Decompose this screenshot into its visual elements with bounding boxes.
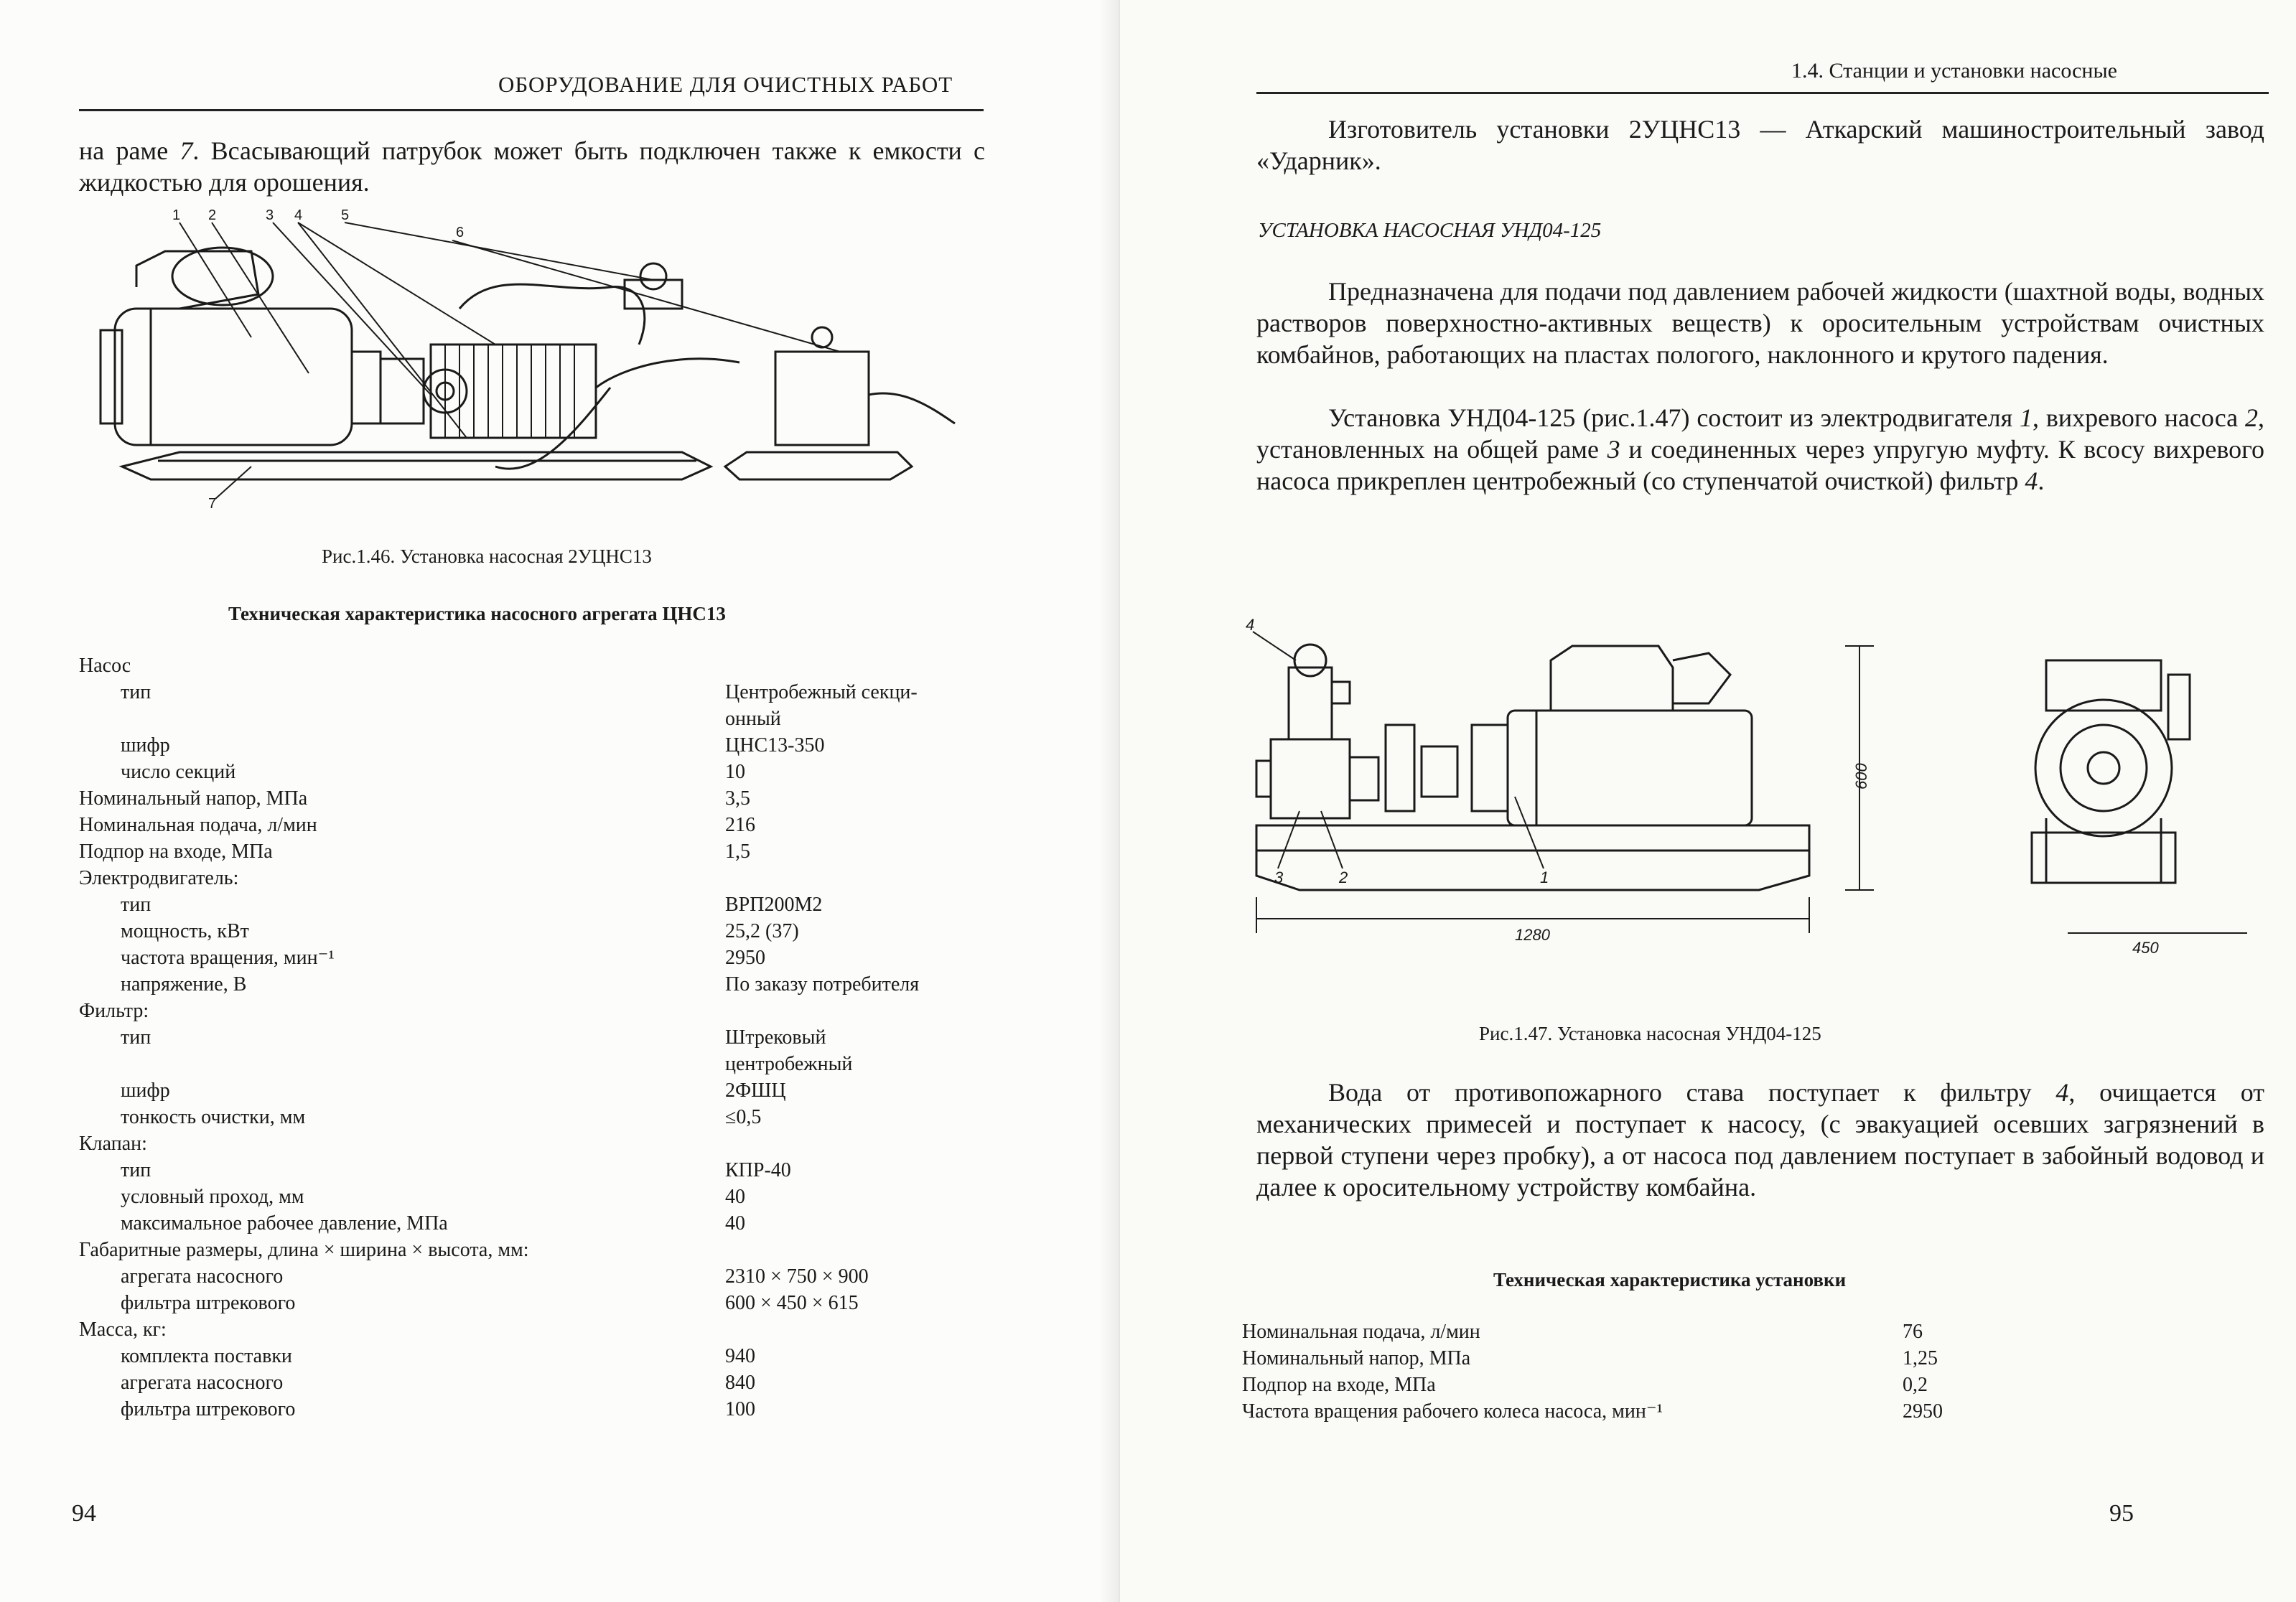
spec-left-row-label: Габаритные размеры, длина × ширина × высота, мм: bbox=[79, 1239, 529, 1261]
spec-table-title-right: Техническая характеристика установки bbox=[1493, 1269, 1847, 1290]
spec-left-row-value: 3,5 bbox=[725, 787, 750, 810]
electric-motor bbox=[1508, 711, 1752, 825]
spec-right-row-label: Частота вращения рабочего колеса насоса, мин⁻¹ bbox=[1242, 1400, 1663, 1423]
fig47-dim-length: 1280 bbox=[1515, 926, 1550, 944]
spec-left-row-label: Насос bbox=[79, 655, 131, 677]
motor-top-box bbox=[136, 251, 258, 309]
spec-left-row-value: 25,2 (37) bbox=[725, 920, 799, 942]
composition-ref-4: 4 bbox=[2025, 467, 2038, 495]
spec-left-row-value: Штрековый bbox=[725, 1026, 826, 1049]
figure-1-47-caption: Рис.1.47. Установка насосная УНД04-125 bbox=[1479, 1023, 1821, 1044]
purpose-paragraph bbox=[1256, 276, 2264, 370]
fig46-label-5: 5 bbox=[341, 207, 350, 223]
spec-right-row-label: Номинальный напор, МПа bbox=[1242, 1347, 1471, 1369]
spec-left-row-label: мощность, кВт bbox=[121, 920, 249, 942]
spec-left-row-value: 40 bbox=[725, 1186, 745, 1208]
spec-left-row-value: 2ФШЦ bbox=[725, 1079, 786, 1102]
flow-ref-4: 4 bbox=[2055, 1078, 2069, 1107]
skid-frame bbox=[122, 452, 711, 479]
fig46-label-4: 4 bbox=[294, 207, 303, 223]
composition-text-c: , установленных на общей раме bbox=[1256, 403, 2264, 464]
fig47-label-3: 3 bbox=[1274, 868, 1284, 886]
spec-right-row-label: Подпор на входе, МПа bbox=[1242, 1374, 1436, 1396]
spec-left-row-label: тип bbox=[121, 1026, 151, 1049]
spec-left-row-value: 600 × 450 × 615 bbox=[725, 1292, 859, 1314]
spec-left-row-value: онный bbox=[725, 708, 781, 730]
composition-ref-3: 3 bbox=[1607, 435, 1620, 464]
composition-text-d: и соединенных через упругую муфту. К всосу вихревого насоса прикреплен центробежный (со ступенчатой очисткой) фильтр bbox=[1256, 435, 2264, 495]
hose-to-filter bbox=[596, 359, 739, 388]
page-number-right: 95 bbox=[2109, 1500, 2134, 1527]
left-page bbox=[0, 0, 1120, 1602]
intro-text-c: . Всасывающий патрубок может быть подключен также к емкости с жидкостью для орошения. bbox=[79, 136, 985, 197]
spec-left-row-label: Клапан: bbox=[79, 1133, 147, 1155]
spec-table-left bbox=[79, 653, 976, 1428]
spec-left-row-value: ВРП200М2 bbox=[725, 894, 823, 916]
spec-table-title-left: Техническая характеристика насосного агрегата ЦНС13 bbox=[228, 603, 726, 624]
spec-left-row-label: тип bbox=[121, 1159, 151, 1181]
composition-text-b: , вихревого насоса bbox=[2033, 403, 2245, 432]
spec-left-row-value: ЦНС13-350 bbox=[725, 734, 825, 756]
running-head-left: ОБОРУДОВАНИЕ ДЛЯ ОЧИСТНЫХ РАБОТ bbox=[498, 72, 953, 97]
motor-terminal-box bbox=[1551, 646, 1673, 711]
fig46-label-1: 1 bbox=[172, 207, 181, 223]
spec-left-row-label: Электродвигатель: bbox=[79, 867, 239, 889]
spec-left-row-label: число секций bbox=[121, 761, 236, 783]
composition-text-e: . bbox=[2038, 467, 2045, 495]
composition-paragraph bbox=[1256, 402, 2264, 497]
header-rule-right bbox=[1256, 92, 2269, 94]
fig46-label-6: 6 bbox=[456, 225, 465, 240]
spec-left-row-label: напряжение, В bbox=[121, 973, 247, 996]
spec-left-row-label: комплекта поставки bbox=[121, 1345, 292, 1367]
spec-right-row-value: 2950 bbox=[1903, 1400, 1943, 1423]
spec-left-row-value: 2950 bbox=[725, 947, 765, 969]
figure-1-47-drawing bbox=[1242, 581, 2276, 955]
fig47-label-4: 4 bbox=[1246, 616, 1255, 634]
intro-text-a: на раме bbox=[79, 136, 180, 165]
section-title: УСТАНОВКА НАСОСНАЯ УНД04-125 bbox=[1258, 219, 1602, 242]
spec-left-row-value: 100 bbox=[725, 1398, 755, 1420]
spec-left-row-label: Номинальная подача, л/мин bbox=[79, 814, 317, 836]
page-number-left: 94 bbox=[72, 1500, 96, 1527]
spec-left-row-label: максимальное рабочее давление, МПа bbox=[121, 1212, 448, 1235]
fig46-label-3: 3 bbox=[266, 207, 274, 223]
spec-left-row-label: тип bbox=[121, 894, 151, 916]
fig46-label-7: 7 bbox=[208, 496, 217, 512]
fig47-label-1: 1 bbox=[1540, 868, 1549, 886]
spec-left-row-label: тип bbox=[121, 681, 151, 703]
fig46-label-2: 2 bbox=[208, 207, 217, 223]
spec-left-row-value: По заказу потребителя bbox=[725, 973, 920, 996]
spec-left-row-label: фильтра штрекового bbox=[121, 1292, 296, 1314]
fig47-dim-width: 450 bbox=[2132, 939, 2159, 957]
spec-left-row-label: Масса, кг: bbox=[79, 1318, 167, 1341]
spec-left-row-value: 216 bbox=[725, 814, 755, 836]
figure-1-46-caption: Рис.1.46. Установка насосная 2УЦНС13 bbox=[322, 545, 652, 567]
spec-left-row-label: шифр bbox=[121, 1079, 170, 1102]
spec-left-row-value: центробежный bbox=[725, 1053, 853, 1075]
spec-left-row-label: агрегата насосного bbox=[121, 1265, 284, 1288]
flow-text-a: Вода от противопожарного става поступает к фильтру bbox=[1328, 1078, 2056, 1107]
spec-left-row-value: КПР-40 bbox=[725, 1159, 791, 1181]
spec-right-row-label: Номинальная подача, л/мин bbox=[1242, 1321, 1480, 1343]
spec-right-row-value: 76 bbox=[1903, 1321, 1923, 1343]
spec-left-row-value: ≤0,5 bbox=[725, 1106, 762, 1128]
spec-left-row-value: 840 bbox=[725, 1372, 755, 1394]
spec-left-row-label: Фильтр: bbox=[79, 1000, 149, 1022]
spec-left-row-value: 10 bbox=[725, 761, 745, 783]
spec-left-row-value: 940 bbox=[725, 1345, 755, 1367]
intro-paragraph bbox=[79, 135, 985, 198]
purpose-text: Предназначена для подачи под давлением рабочей жидкости (шахтной воды, водных растворов поверхностно-активных веществ) к оросительным устройствам очистных комбайнов, работающих на пластах пологого, наклонного и крутого падения. bbox=[1256, 277, 2264, 369]
end-view-housing bbox=[2035, 700, 2172, 836]
spec-left-row-label: фильтра штрекового bbox=[121, 1398, 296, 1420]
right-page bbox=[1120, 0, 2296, 1602]
flow-paragraph bbox=[1256, 1077, 2264, 1203]
spec-left-row-label: условный проход, мм bbox=[121, 1186, 304, 1208]
flow-text-b: , очищается от механических примесей и поступает к насосу, (с эвакуацией осевших загрязнений в первой ступени через пробку), а от насоса под давлением поступает в забойный водовод и далее к оросительному устройству комбайна. bbox=[1256, 1078, 2264, 1202]
figure-1-46-drawing bbox=[93, 208, 955, 510]
end-view-motor-box bbox=[2046, 660, 2161, 711]
spec-left-row-label: Номинальный напор, МПа bbox=[79, 787, 308, 810]
centrifugal-filter bbox=[1289, 668, 1332, 739]
composition-text-a: Установка УНД04-125 (рис.1.47) состоит из электродвигателя bbox=[1328, 403, 2020, 432]
manufacturer-text: Изготовитель установки 2УЦНС13 — Аткарский машиностроительный завод «Ударник». bbox=[1256, 115, 2264, 175]
composition-ref-2: 2 bbox=[2245, 403, 2258, 432]
spec-left-row-value: 2310 × 750 × 900 bbox=[725, 1265, 869, 1288]
spec-left-row-label: тонкость очистки, мм bbox=[121, 1106, 306, 1128]
header-rule-left bbox=[79, 109, 984, 111]
vortex-pump bbox=[1271, 739, 1350, 818]
spec-left-row-label: агрегата насосного bbox=[121, 1372, 284, 1394]
composition-ref-1: 1 bbox=[2020, 403, 2033, 432]
spec-left-row-label: частота вращения, мин⁻¹ bbox=[121, 947, 335, 969]
fig47-label-2: 2 bbox=[1339, 868, 1348, 886]
spec-left-row-label: шифр bbox=[121, 734, 170, 756]
spec-left-row-value: 40 bbox=[725, 1212, 745, 1235]
fig47-dim-height: 600 bbox=[1852, 763, 1870, 790]
spec-left-row-value: Центробежный секци- bbox=[725, 681, 918, 703]
hose-upper bbox=[459, 284, 645, 345]
intro-ref-number: 7 bbox=[179, 136, 193, 165]
filter-housing bbox=[775, 352, 869, 445]
manufacturer-paragraph bbox=[1256, 113, 2264, 177]
spec-left-row-value: 1,5 bbox=[725, 840, 750, 863]
spec-right-row-value: 1,25 bbox=[1903, 1347, 1938, 1369]
spec-right-row-value: 0,2 bbox=[1903, 1374, 1928, 1396]
spec-left-row-label: Подпор на входе, МПа bbox=[79, 840, 273, 863]
running-head-right: 1.4. Станции и установки насосные bbox=[1791, 59, 2117, 83]
spec-table-right bbox=[1242, 1319, 2175, 1448]
